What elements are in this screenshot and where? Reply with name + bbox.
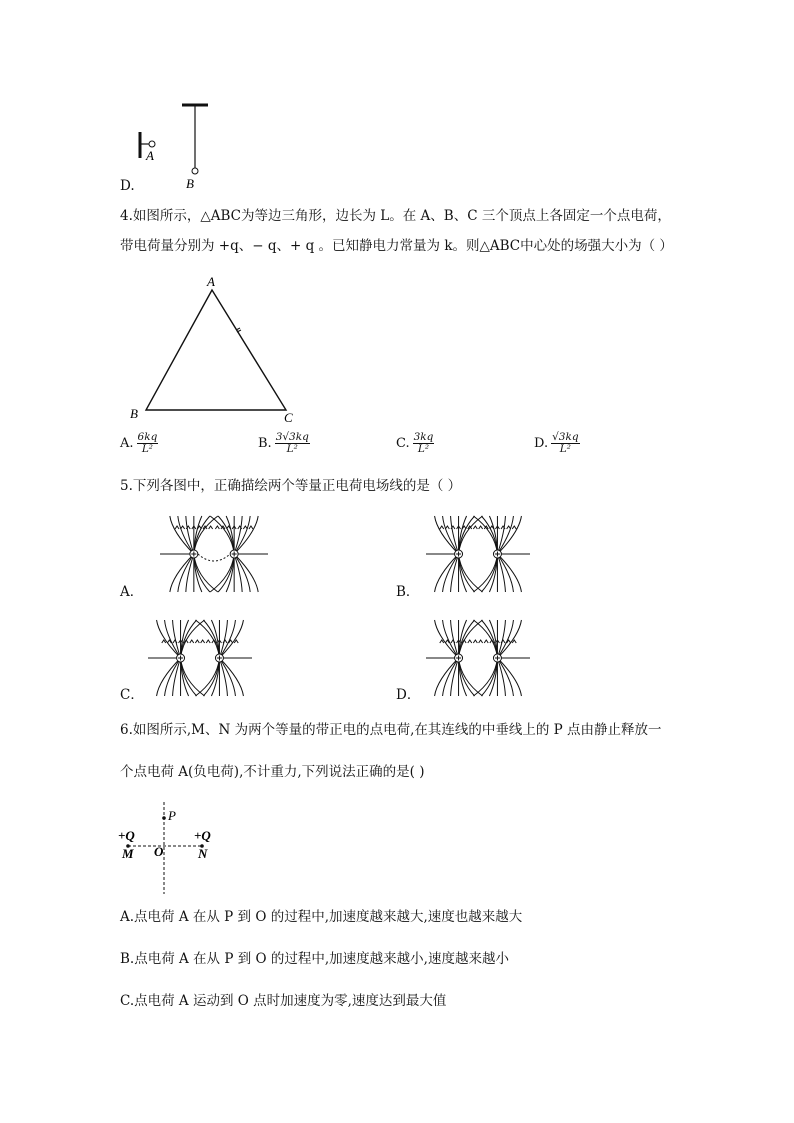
field-figure-a — [158, 514, 270, 594]
q5-option-b[interactable]: B． — [396, 584, 420, 600]
m-charge-label: +Q — [118, 828, 135, 843]
vertex-c-label: C — [284, 410, 293, 425]
n-label: N — [198, 846, 208, 861]
q6-stem-line1: 6.如图所示,M、N 为两个等量的带正电的点电荷,在其连线的中垂线上的 P 点由静止释放一 — [120, 722, 662, 738]
q4-stem-line2: 带电荷量分别为 +q、− q、+ q 。已知静电力常量为 k。则△ABC中心处的场强大小为（ ） — [120, 238, 673, 254]
charges-axis-figure — [116, 800, 220, 896]
option-fraction: $\frac{3kq}{\text{L²}}$ — [413, 431, 434, 455]
q3-option-d-figure — [130, 98, 220, 190]
q6-option-b[interactable]: B.点电荷 A 在从 P 到 O 的过程中,加速度越来越小,速度越来越小 — [120, 951, 509, 967]
q4-stem-line1: 4.如图所示，△ABC为等边三角形，边长为 L。在 A、B、C 三个顶点上各固定一个点电荷， — [120, 208, 671, 224]
field-figure-c — [146, 618, 254, 698]
option-fraction: $\frac{√3kq}{\text{L²}}$ — [552, 431, 579, 455]
q3-option-d-label: D. — [120, 178, 135, 194]
option-label: B. — [258, 436, 272, 451]
option-label: A. — [120, 436, 134, 451]
triangle-figure — [120, 268, 300, 428]
vertex-b-label: B — [130, 406, 138, 421]
point-b-label: B — [186, 176, 194, 190]
q4-option-c[interactable] — [396, 432, 434, 455]
point-p-label: P — [168, 808, 176, 823]
q4-option-d[interactable] — [534, 432, 580, 455]
q5-option-d[interactable]: D． — [396, 687, 421, 703]
q4-option-a[interactable] — [120, 432, 158, 455]
option-fraction: $\frac{6kq}{\text{L²}}$ — [137, 431, 158, 455]
n-charge-label: +Q — [194, 828, 211, 843]
option-fraction: $\frac{3√3kq}{\text{L²}}$ — [275, 431, 309, 455]
m-label: M — [122, 846, 134, 861]
q6-stem-line2: 个点电荷 A(负电荷),不计重力,下列说法正确的是( ) — [120, 764, 425, 780]
q5-option-c[interactable]: C． — [120, 687, 144, 703]
pendulum-diagram — [130, 98, 220, 190]
option-label: C. — [396, 436, 410, 451]
vertex-a-label: A — [207, 274, 215, 289]
q6-option-c[interactable]: C.点电荷 A 运动到 O 点时加速度为零,速度达到最大值 — [120, 993, 447, 1009]
o-label: O — [154, 844, 164, 859]
field-figure-d — [424, 618, 532, 698]
option-label: D. — [534, 436, 549, 451]
field-figure-b — [424, 514, 532, 594]
q5-stem: 5.下列各图中，正确描绘两个等量正电荷电场线的是（ ） — [120, 478, 462, 494]
point-a-label: A — [146, 148, 154, 163]
q4-option-b[interactable] — [258, 432, 310, 455]
q5-option-a[interactable]: A． — [120, 584, 144, 600]
q6-option-a[interactable]: A.点电荷 A 在从 P 到 O 的过程中,加速度越来越大,速度也越来越大 — [120, 909, 523, 925]
